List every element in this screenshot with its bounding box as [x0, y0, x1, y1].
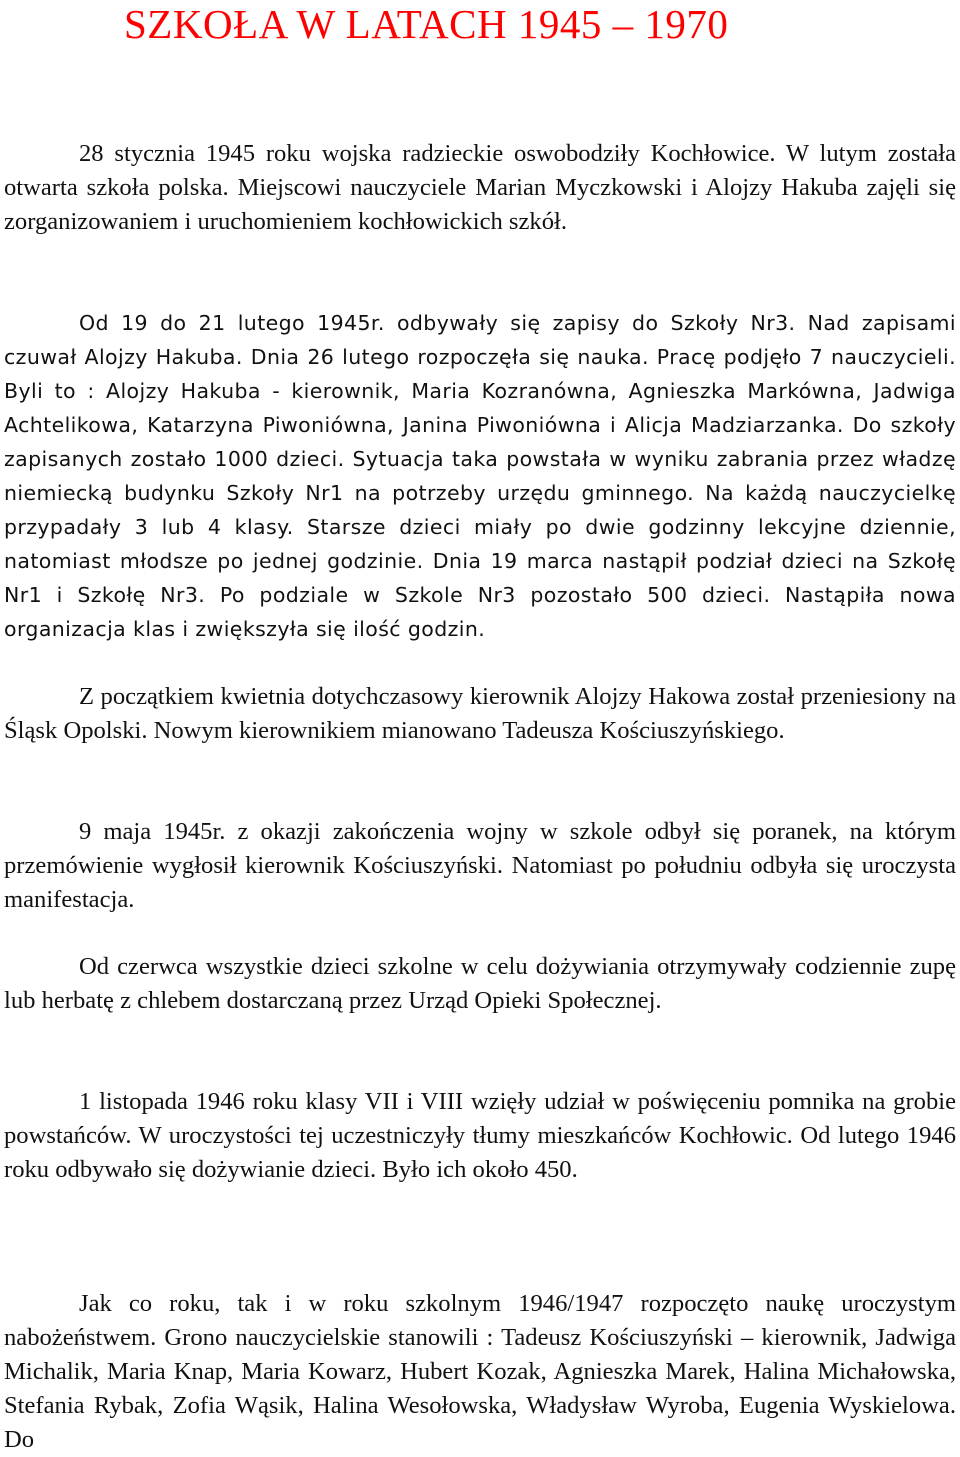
page-title: SZKOŁA W LATACH 1945 – 1970	[124, 1, 729, 47]
paragraph-new-head: Z początkiem kwietnia dotychczasowy kierownik Alojzy Hakowa został przeniesiony na Śląsk Opolski. Nowym kierownikiem mianowano Tadeusza Kościuszyńskiego.	[4, 683, 956, 744]
paragraph-enrollment: Od 19 do 21 lutego 1945r. odbywały się zapisy do Szkoły Nr3. Nad zapisami czuwał Alojzy Hakuba. Dnia 26 lutego rozpoczęła się nauka. Pracę podjęło 7 nauczycieli. Byli to : Alojzy Hakuba - kierownik, Maria Kozranówna, Agnieszka Markówna, Jadwiga Achtelikowa, Katarzyna Piwoniówna, Janina Piwoniówna i Alicja Madziarzanka. Do szkoły zapisanych zostało 1000 dzieci. Sytuacja taka powstała w wyniku zabrania przez władzę niemiecką budynku Szkoły Nr1 na potrzeby urzędu gminnego. Na każdą nauczycielkę przypadały 3 lub 4 klasy. Starsze dzieci miały po dwie godzinny lekcyjne dziennie, natomiast młodsze po jednej godzinie. Dnia 19 marca nastąpił podział dzieci na Szkołę Nr1 i Szkołę Nr3. Po podziale w Szkole Nr3 pozostało 500 dzieci. Nastąpiła nowa organizacja klas i zwiększyła się ilość godzin.	[4, 311, 956, 641]
paragraph-school-year-1946: Jak co roku, tak i w roku szkolnym 1946/1947 rozpoczęto naukę uroczystym nabożeństwem. Grono nauczycielskie stanowili : Tadeusz Kościuszyński – kierownik, Jadwiga Michalik, Maria Knap, Maria Kowarz, Hubert Kozak, Agnieszka Marek, Halina Michałowska, Stefania Rybak, Zofia Wąsik, Halina Wesołowska, Władysław Wyroba, Eugenia Wyskielowa. Do	[4, 1290, 956, 1453]
paragraph-liberation: 28 stycznia 1945 roku wojska radzieckie oswobodziły Kochłowice. W lutym została otwarta szkoła polska. Miejscowi nauczyciele Marian Myczkowski i Alojzy Hakuba zajęli się zorganizowaniem i uruchomieniem kochłowickich szkół.	[4, 140, 956, 235]
paragraph-november-1946: 1 listopada 1946 roku klasy VII i VIII wzięły udział w poświęceniu pomnika na grobie powstańców. W uroczystości tej uczestniczyły tłumy mieszkańców Kochłowic. Od lutego 1946 roku odbywało się dożywianie dzieci. Było ich około 450.	[4, 1088, 956, 1183]
paragraph-meals: Od czerwca wszystkie dzieci szkolne w celu dożywiania otrzymywały codziennie zupę lub herbatę z chlebem dostarczaną przez Urząd Opieki Społecznej.	[4, 953, 956, 1014]
paragraph-may-9: 9 maja 1945r. z okazji zakończenia wojny w szkole odbył się poranek, na którym przemówienie wygłosił kierownik Kościuszyński. Natomiast po południu odbyła się uroczysta manifestacja.	[4, 818, 956, 913]
